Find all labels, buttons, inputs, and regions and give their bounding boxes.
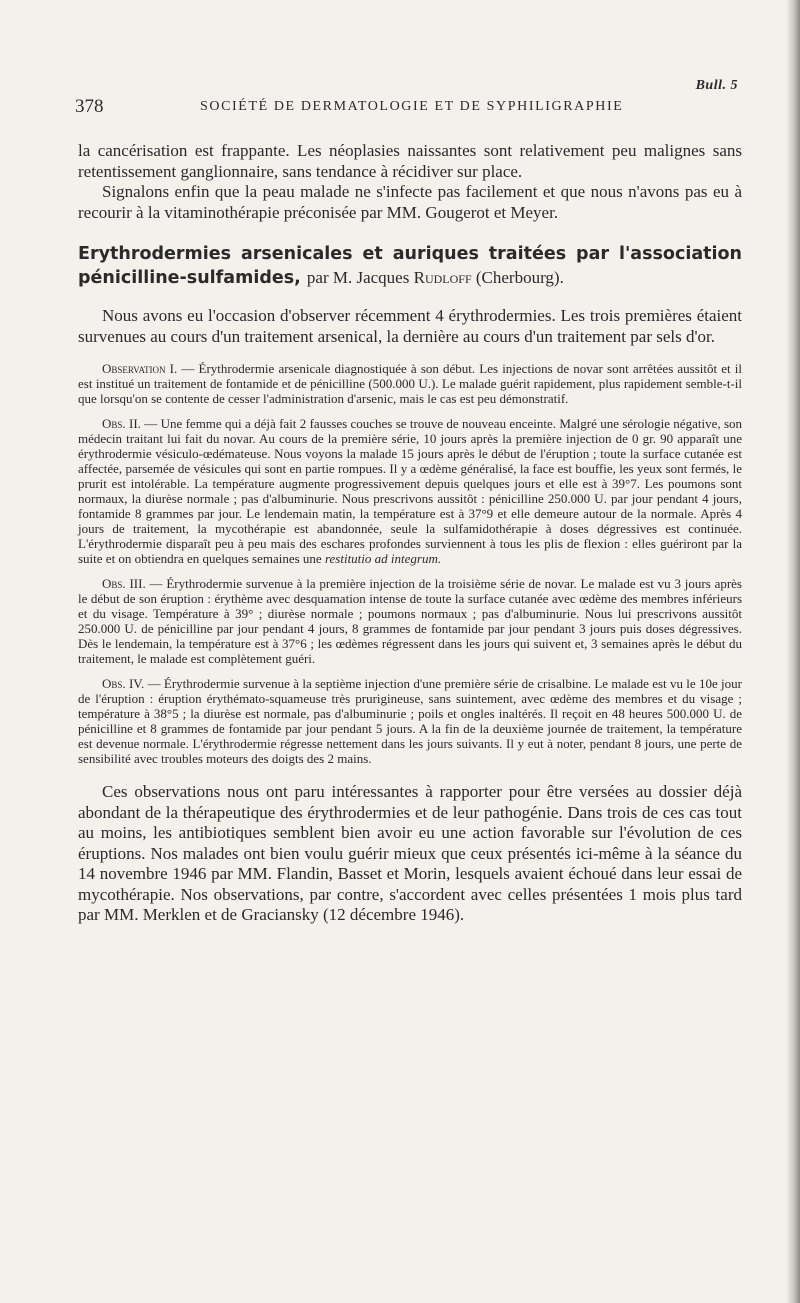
running-title: SOCIÉTÉ DE DERMATOLOGIE ET DE SYPHILIGRAPHIE xyxy=(200,99,624,114)
continuation-paragraph: la cancérisation est frappante. Les néoplasies naissantes sont relativement peu malignes sans retentissement ganglionnaire, sans tendance à récidiver sur place. xyxy=(78,141,742,181)
observation-2 xyxy=(78,416,742,566)
author-name: Rudloff xyxy=(413,268,472,287)
article-heading xyxy=(78,243,742,290)
conclusion-paragraph: Ces observations nous ont paru intéressantes à rapporter pour être versées au dossier déjà abondant de la thérapeutique des érythrodermies et de leur pathogénie. Dans trois de ces cas tout au moins, les antibiotiques semblent bien avoir eu une action favorable sur l'évolution de ces éruptions. Nos malades ont bien voulu guérir mieux que ceux présentés ici-même à la séance du 14 novembre 1946 par MM. Flandin, Basset et Morin, lesquels avaient échoué dans leur essai de mycothérapie. Nos observations, par contre, s'accordent avec celles présentées 1 mois plus tard par MM. Merklen et de Graciansky (12 décembre 1946). xyxy=(78,782,742,924)
author-location: (Cherbourg). xyxy=(475,268,564,287)
observation-4-text: — Érythrodermie survenue à la septième injection d'une première série de crisalbine. Le malade est vu le 10e jour de l'éruption : éruption érythémato-squameuse très prurigineuse, sans suintement, avec œdème des membres et du visage ; température à 38°5 ; la diurèse est normale, pas d'albuminurie ; poils et ongles inaltérés. Il reçoit en 48 heures 500.000 U. de pénicilline et 8 grammes de fontamide par jour pendant 5 jours. A la fin de la deuxième journée de traitement, la température est devenue normale. L'érythrodermie régresse nettement dans les jours suivants. Il y eut à noter, pendant 8 jours, une perte de sensibilité avec troubles moteurs des doigts des 2 mains. xyxy=(78,676,742,766)
article-title: Erythrodermies arsenicales et auriques traitées par l'association pénicilline-sulfamides, xyxy=(78,244,742,288)
observation-2-latin: restitutio ad integrum. xyxy=(324,551,442,566)
byline-prefix: par M. Jacques xyxy=(306,268,410,287)
bulletin-label: Bull. 5 xyxy=(695,78,738,93)
observation-3 xyxy=(78,576,742,666)
article-byline xyxy=(307,268,564,287)
observation-1-label: Observation I. xyxy=(102,361,178,376)
page-number: 378 xyxy=(75,96,104,117)
observation-2-text: — Une femme qui a déjà fait 2 fausses couches se trouve de nouveau enceinte. Malgré une sérologie négative, son médecin traitant lui fait du novar. Au cours de la première série, 10 jours après la première injection de 0 gr. 90 apparaît une érythrodermie vésiculo-œdémateuse. Nous voyons la malade 15 jours après le début de l'éruption ; toute la surface cutanée est affectée, parsemée de vésicules qui sont en partie rompues. Il y a œdème généralisé, la face est bouffie, les yeux sont fermés, le prurit est intolérable. La température augmente progressivement depuis quelques jours et elle est à 39°7. Les poumons sont normaux, la diurèse normale ; pas d'albuminurie. Nous prescrivons aussitôt : pénicilline 250.000 U. par jour pendant 4 jours, fontamide 8 grammes par jour. Le lendemain matin, la température est à 37°9 et elle demeure autour de la normale. Après 4 jours de traitement, la mycothérapie est abandonnée, seule la sulfamidothérapie à doses dégressives est continuée. L'érythrodermie disparaît peu à peu mais des eschares profondes surviennent à tous les plis de flexion : elles guériront par la suite et on obtiendra en quelques semaines une xyxy=(78,416,742,566)
page-edge-shadow xyxy=(786,0,800,1303)
observation-1-text: — Érythrodermie arsenicale diagnostiquée à son début. Les injections de novar sont arrêtées aussitôt et il est institué un traitement de fontamide et de pénicilline (500.000 U.). Le malade guérit rapidement, plus rapidement semble-t-il que lorsqu'on se contente de cesser l'administration d'arsenic, mais le cas est peu démonstratif. xyxy=(78,361,742,406)
observation-4 xyxy=(78,676,742,766)
observation-2-label: Obs. II. xyxy=(102,416,141,431)
observation-3-label: Obs. III. xyxy=(102,576,146,591)
page-content xyxy=(78,141,742,926)
observation-1 xyxy=(78,361,742,406)
page-header xyxy=(75,96,745,120)
article-intro: Nous avons eu l'occasion d'observer récemment 4 érythrodermies. Les trois premières étaient survenues au cours d'un traitement arsenical, la dernière au cours d'un traitement par sels d'or. xyxy=(78,306,742,346)
observation-4-label: Obs. IV. xyxy=(102,676,145,691)
observation-3-text: — Érythrodermie survenue à la première injection de la troisième série de novar. Le malade est vu 3 jours après le début de son éruption : érythème avec desquamation intense de toute la surface cutanée avec œdème des membres inférieurs et du visage. Température à 39° ; diurèse normale ; poumons normaux ; pas d'albuminurie. Nous lui prescrivons aussitôt 250.000 U. de pénicilline par jour pendant 4 jours, 8 grammes de fontamide par jour pendant 3 jours puis doses dégressives. Dès le lendemain, la température est à 37°6 ; les œdèmes régressent dans les jours qui suivent et, 3 semaines après le début du traitement, le malade est complètement guéri. xyxy=(78,576,742,666)
closing-paragraph: Signalons enfin que la peau malade ne s'infecte pas facilement et que nous n'avons pas eu à recourir à la vitaminothérapie préconisée par MM. Gougerot et Meyer. xyxy=(78,182,742,222)
